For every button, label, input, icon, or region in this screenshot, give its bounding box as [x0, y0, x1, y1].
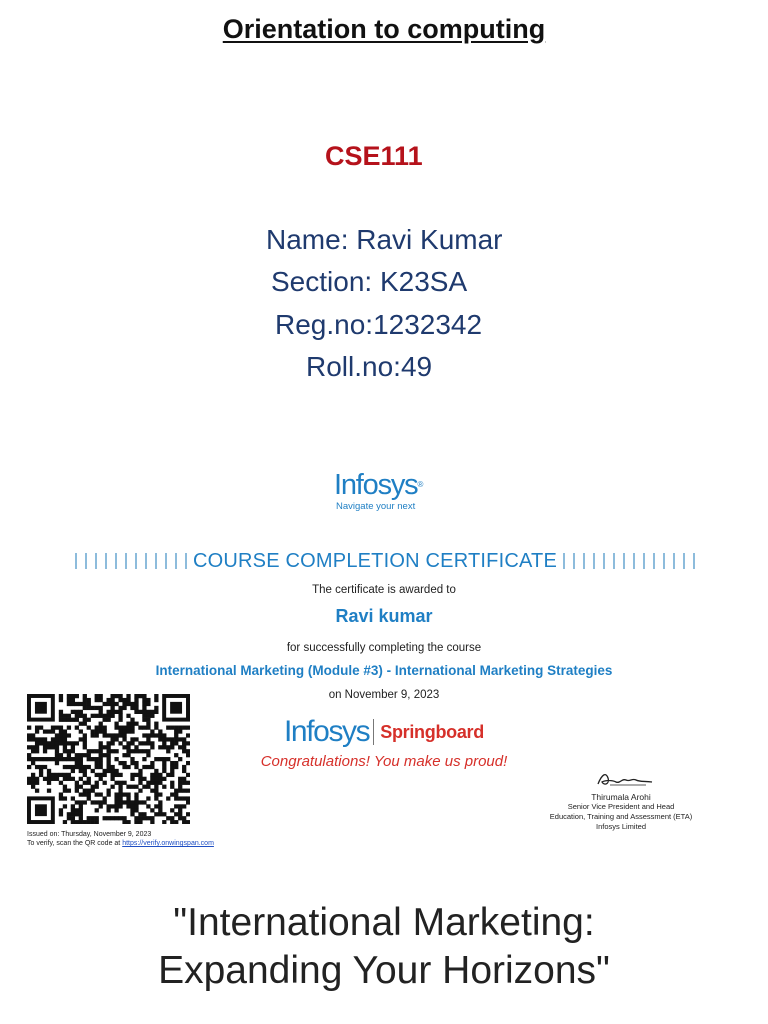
signatory-role: Senior Vice President and Head — [567, 802, 675, 811]
infosys-springboard-logo — [284, 712, 494, 752]
course-name: International Marketing (Module #3) - International Marketing Strategies — [155, 663, 613, 678]
completion-date: on November 9, 2023 — [328, 689, 440, 701]
signature-icon — [590, 768, 660, 790]
awarded-text: The certificate is awarded to — [312, 584, 456, 596]
signatory-name: Thirumala Arohi — [591, 792, 651, 802]
signatory-department: Education, Training and Assessment (ETA) — [549, 812, 693, 821]
recipient-name: Ravi kumar — [335, 606, 433, 626]
signatory-block — [528, 792, 714, 832]
tagline-line-2: Expanding Your Horizons" — [158, 949, 610, 992]
signatory-company: Infosys Limited — [595, 822, 647, 831]
student-reg-no: Reg.no:1232342 — [275, 309, 483, 340]
tagline-line-1: "International Marketing: — [173, 901, 595, 944]
logo-divider — [373, 719, 374, 745]
verify-line: To verify, scan the QR code at https://verify.onwingspan.com — [27, 840, 214, 847]
springboard-infosys-wordmark: Infosys — [284, 715, 370, 748]
infosys-logo — [334, 470, 444, 512]
student-roll-no: Roll.no:49 — [306, 351, 433, 382]
decorative-bars-right — [563, 551, 695, 571]
issued-date: Issued on: Thursday, November 9, 2023 — [27, 831, 152, 838]
infosys-tagline: Navigate your next — [336, 501, 416, 512]
decorative-bars-left — [75, 551, 187, 571]
issued-info — [27, 830, 214, 848]
congratulations-text: Congratulations! You make us proud! — [260, 753, 508, 770]
student-section: Section: K23SA — [271, 266, 468, 297]
verify-link[interactable]: https://verify.onwingspan.com — [122, 840, 214, 847]
course-code: CSE111 — [325, 141, 423, 171]
registered-mark: ® — [417, 480, 423, 489]
page-title: Orientation to computing — [222, 14, 546, 44]
student-name: Name: Ravi Kumar — [266, 224, 503, 255]
tagline — [0, 899, 768, 995]
completing-text: for successfully completing the course — [286, 642, 482, 654]
springboard-wordmark: Springboard — [380, 721, 484, 742]
certificate-title-row — [24, 548, 746, 574]
infosys-wordmark: Infosys® — [334, 469, 423, 501]
certificate-title: COURSE COMPLETION CERTIFICATE — [193, 549, 557, 572]
